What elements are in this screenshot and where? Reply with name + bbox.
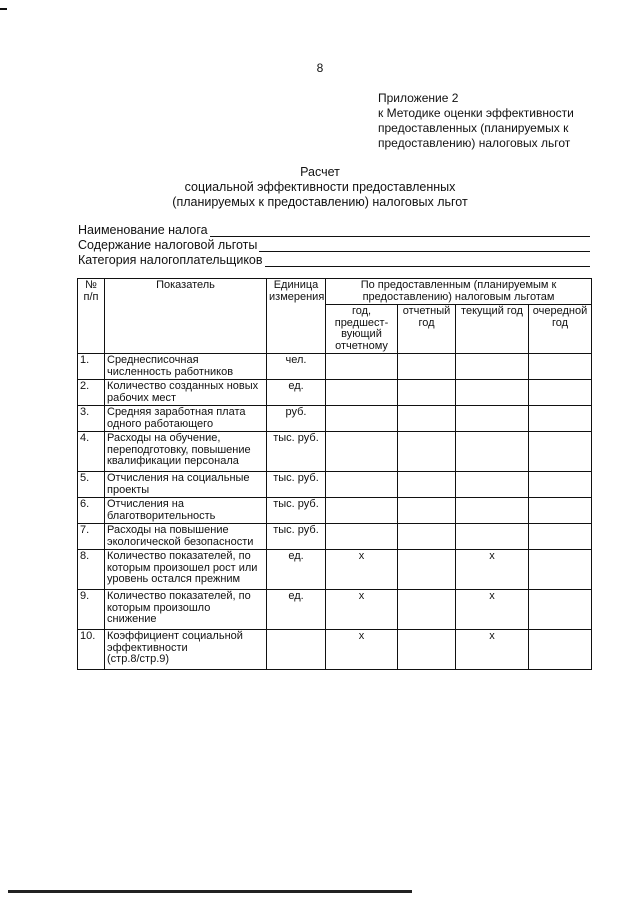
header-prev-year — [326, 305, 398, 354]
row-value-cell — [456, 380, 529, 406]
header-text: п/п — [83, 290, 99, 303]
row-value-cell: x — [326, 590, 398, 630]
header-text: вующий — [341, 328, 382, 340]
title-line: Расчет — [300, 165, 340, 179]
indicator-line: Коэффициент социальной — [107, 630, 243, 642]
table-row — [78, 550, 592, 590]
appendix-line: предоставлению) налоговых льгот — [378, 136, 571, 150]
appendix-line: к Методике оценки эффективности — [378, 106, 574, 120]
row-value-cell — [326, 498, 398, 524]
row-unit — [267, 630, 326, 670]
table-row — [78, 472, 592, 498]
row-value-cell — [398, 630, 456, 670]
indicator-line: Средняя заработная плата — [107, 406, 246, 418]
row-value-cell: x — [326, 550, 398, 590]
row-value-cell — [529, 590, 592, 630]
indicator-line: которым произошло — [107, 601, 211, 614]
field-label: Содержание налоговой льготы — [78, 238, 258, 252]
row-value-cell — [529, 498, 592, 524]
row-number: 2. — [78, 380, 105, 406]
indicator-line: переподготовку, повышение — [107, 443, 251, 456]
row-indicator — [105, 630, 267, 670]
row-value-cell — [529, 380, 592, 406]
row-indicator — [105, 354, 267, 380]
row-indicator — [105, 550, 267, 590]
social-efficiency-table — [77, 278, 592, 670]
header-next-year — [529, 305, 592, 354]
row-indicator — [105, 406, 267, 432]
row-value-cell — [529, 550, 592, 590]
table-row — [78, 406, 592, 432]
indicator-line: которым произошел рост или — [107, 561, 258, 574]
row-value-cell — [456, 406, 529, 432]
row-number: 3. — [78, 406, 105, 432]
row-value-cell — [456, 472, 529, 498]
row-value-cell — [398, 498, 456, 524]
row-unit: руб. — [267, 406, 326, 432]
row-value-cell — [326, 406, 398, 432]
row-value-cell — [326, 380, 398, 406]
table-row — [78, 590, 592, 630]
header-unit — [267, 279, 326, 354]
row-unit: чел. — [267, 354, 326, 380]
row-number: 5. — [78, 472, 105, 498]
row-value-cell — [529, 432, 592, 472]
row-value-cell — [398, 524, 456, 550]
header-text: текущий год — [461, 305, 523, 317]
bottom-rule — [8, 890, 412, 893]
row-value-cell — [398, 432, 456, 472]
indicator-line: эффективности — [107, 641, 188, 654]
row-indicator — [105, 472, 267, 498]
field-label: Категория налогоплательщиков — [78, 253, 263, 267]
header-report-year — [398, 305, 456, 354]
row-value-cell — [398, 406, 456, 432]
row-number: 8. — [78, 550, 105, 590]
table-row — [78, 630, 592, 670]
field-blank-line — [259, 240, 590, 252]
header-text: отчетный — [402, 305, 451, 317]
row-value-cell — [326, 432, 398, 472]
row-value-cell — [398, 354, 456, 380]
title-line: социальной эффективности предоставленных — [184, 180, 456, 194]
header-text: предшест- — [334, 316, 389, 329]
header-current-year — [456, 305, 529, 354]
row-unit: тыс. руб. — [267, 498, 326, 524]
indicator-line: численность работников — [107, 365, 234, 378]
indicator-line: (стр.8/стр.9) — [107, 653, 170, 665]
table-row — [78, 524, 592, 550]
header-indicator: Показатель — [105, 279, 267, 354]
row-value-cell: x — [456, 550, 529, 590]
row-unit: тыс. руб. — [267, 432, 326, 472]
row-value-cell — [529, 354, 592, 380]
indicator-line: Количество показателей, по — [107, 550, 251, 562]
field-tax-name — [78, 222, 590, 237]
row-value-cell — [529, 524, 592, 550]
row-number: 4. — [78, 432, 105, 472]
field-label: Наименование налога — [78, 223, 208, 237]
header-text: отчетному — [335, 339, 388, 352]
indicator-line: Количество показателей, по — [107, 590, 251, 602]
row-value-cell — [456, 354, 529, 380]
document-title — [0, 165, 640, 210]
header-text: очередной — [532, 305, 588, 317]
row-value-cell — [456, 432, 529, 472]
row-value-cell — [398, 380, 456, 406]
field-blank-line — [210, 225, 590, 237]
indicator-line: Расходы на повышение — [107, 524, 229, 536]
header-text: год — [551, 316, 569, 329]
row-value-cell — [398, 590, 456, 630]
header-text: № — [85, 279, 97, 291]
header-text: Единица — [273, 279, 319, 291]
row-value-cell — [456, 498, 529, 524]
row-number: 6. — [78, 498, 105, 524]
row-number: 10. — [78, 630, 105, 670]
row-unit: ед. — [267, 380, 326, 406]
indicator-line: снижение — [107, 613, 157, 625]
row-value-cell — [326, 354, 398, 380]
row-value-cell: x — [326, 630, 398, 670]
indicator-line: экологической безопасности — [107, 535, 254, 548]
row-value-cell — [326, 472, 398, 498]
appendix-line: предоставленных (планируемых к — [378, 121, 569, 135]
row-number: 9. — [78, 590, 105, 630]
table-row — [78, 354, 592, 380]
row-unit: ед. — [267, 590, 326, 630]
row-indicator — [105, 498, 267, 524]
row-unit: ед. — [267, 550, 326, 590]
header-text: По предоставленным (планируемым к — [360, 279, 557, 291]
corner-scan-mark — [0, 8, 7, 10]
row-value-cell — [456, 524, 529, 550]
header-text: год — [418, 316, 435, 329]
row-indicator — [105, 380, 267, 406]
row-value-cell — [529, 406, 592, 432]
indicator-line: уровень остался прежним — [107, 573, 241, 585]
page-number: 8 — [316, 61, 324, 75]
row-value-cell — [529, 472, 592, 498]
indicator-line: квалификации персонала — [107, 455, 239, 467]
field-taxpayer-category — [78, 252, 590, 267]
row-value-cell — [529, 630, 592, 670]
row-number: 1. — [78, 354, 105, 380]
header-fields — [78, 222, 590, 267]
row-number: 7. — [78, 524, 105, 550]
table-row — [78, 498, 592, 524]
row-value-cell: x — [456, 590, 529, 630]
indicator-line: Среднесписочная — [107, 354, 199, 366]
row-indicator — [105, 432, 267, 472]
appendix-line: Приложение 2 — [378, 91, 459, 105]
row-value-cell: x — [456, 630, 529, 670]
row-unit: тыс. руб. — [267, 472, 326, 498]
row-indicator — [105, 590, 267, 630]
row-indicator — [105, 524, 267, 550]
title-line: (планируемых к предоставлению) налоговых льгот — [172, 195, 468, 209]
appendix-block — [378, 91, 574, 151]
indicator-line: Отчисления на — [107, 498, 184, 510]
indicator-line: Отчисления на социальные — [107, 472, 250, 484]
row-unit: тыс. руб. — [267, 524, 326, 550]
header-group — [326, 279, 592, 305]
table-row — [78, 380, 592, 406]
row-value-cell — [398, 550, 456, 590]
header-text: предоставлению) налоговым льготам — [362, 290, 555, 303]
indicator-line: Расходы на обучение, — [107, 432, 221, 444]
indicator-line: Количество созданных новых — [107, 380, 259, 392]
header-text: год, — [351, 305, 372, 317]
indicator-line: рабочих мест — [107, 391, 177, 404]
field-blank-line — [265, 255, 590, 267]
header-text: измерения — [269, 290, 325, 303]
field-benefit-content — [78, 237, 590, 252]
indicator-line: одного работающего — [107, 417, 214, 430]
row-value-cell — [326, 524, 398, 550]
indicator-line: благотворительность — [107, 509, 216, 522]
header-num — [78, 279, 105, 354]
row-value-cell — [398, 472, 456, 498]
table-row — [78, 432, 592, 472]
indicator-line: проекты — [107, 483, 150, 496]
